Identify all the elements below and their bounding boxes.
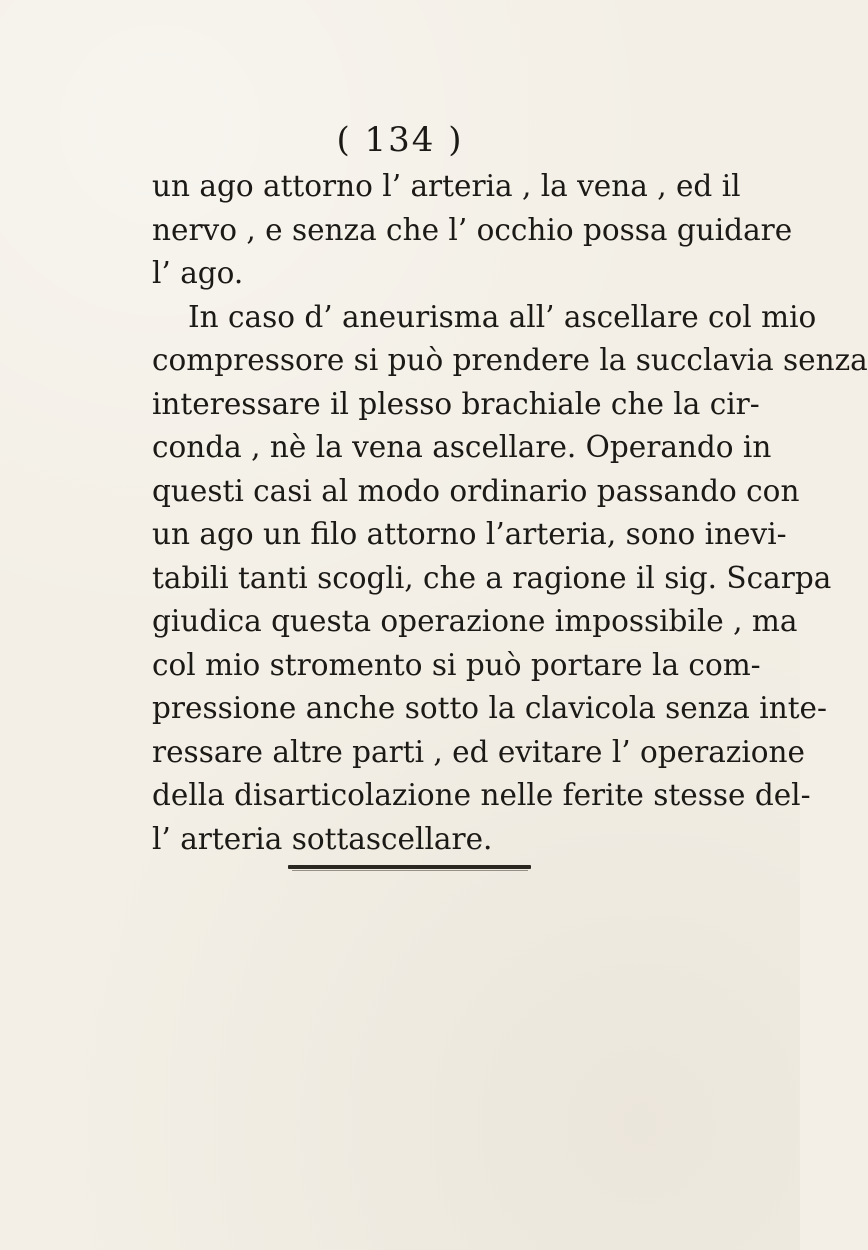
text-line: pressione anche sotto la clavicola senza inte-	[152, 691, 827, 725]
text-line: un ago attorno l’ arteria , la vena , ed il	[152, 169, 741, 203]
text-line: compressore si può prendere la succlavia senza	[152, 343, 868, 377]
section-divider-underline	[292, 870, 528, 871]
text-line: col mio stromento si può portare la com-	[152, 647, 761, 682]
text-line: della disarticolazione nelle ferite stesse del-	[152, 778, 811, 812]
page-number: ( 134 )	[336, 120, 464, 160]
text-line: l’ ago.	[152, 256, 244, 290]
text-line: tabili tanti scogli, che a ragione il sig. Scarpa	[152, 560, 832, 595]
body-text	[152, 165, 868, 861]
text-line: questi casi al modo ordinario passando con	[152, 473, 800, 508]
text-line: In caso d’ aneurisma all’ ascellare col mio	[188, 299, 817, 334]
text-line: un ago un filo attorno l’arteria, sono inevi-	[152, 517, 787, 551]
text-line: ressare altre parti , ed evitare l’ operazione	[152, 734, 806, 769]
section-divider	[288, 865, 531, 869]
text-line: interessare il plesso brachiale che la cir-	[152, 386, 760, 421]
text-line: l’ arteria sottascellare.	[152, 821, 493, 856]
text-line: nervo , e senza che l’ occhio possa guidare	[152, 212, 793, 247]
text-line: conda , nè la vena ascellare. Operando in	[152, 430, 772, 464]
text-line: giudica questa operazione impossibile , ma	[152, 604, 798, 638]
